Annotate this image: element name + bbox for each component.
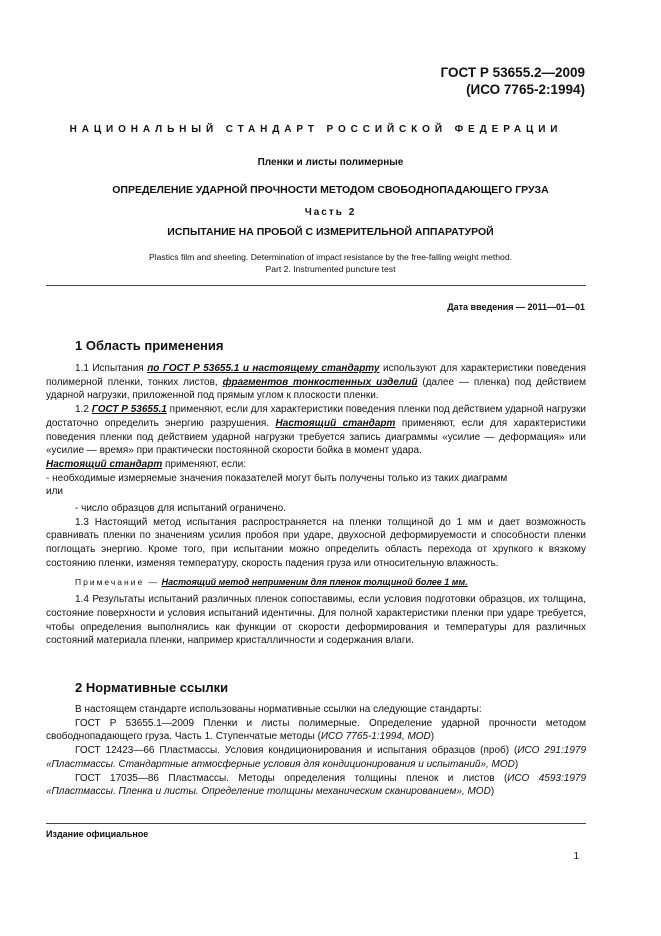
bullet-2: - число образцов для испытаний ограничено. bbox=[75, 503, 286, 515]
top-divider bbox=[46, 285, 586, 286]
film-sheets-heading: Пленки и листы полимерные bbox=[257, 157, 404, 168]
bottom-divider bbox=[46, 823, 586, 824]
reference-gost-53655-1: ГОСТ Р 53655.1—2009 Пленки и листы полимерные. Определение ударной прочности методом свободнопадающего груза. Часть 1. Ступенчатые методы (ИСО 7765-1:1994, MOD) bbox=[46, 717, 586, 743]
link-this-standard: Настоящий стандарт bbox=[275, 417, 396, 429]
section-1-body bbox=[46, 362, 586, 648]
iso-code: (ИСО 7765-2:1994) bbox=[466, 82, 585, 97]
english-title-line-2: Part 2. Instrumented puncture test bbox=[265, 263, 396, 274]
official-edition: Издание официальное bbox=[46, 829, 149, 839]
link-gost-and-this-standard: по ГОСТ Р 53655.1 и настоящему стандарту bbox=[147, 363, 380, 374]
link-gost-53655-1: ГОСТ Р 53655.1 bbox=[91, 404, 167, 416]
gost-code: ГОСТ Р 53655.2—2009 bbox=[440, 65, 585, 80]
note bbox=[46, 576, 586, 590]
english-title-line-1: Plastics film and sheeting. Determination of impact resistance by the free-falling weight method. bbox=[148, 252, 513, 262]
document-title: ОПРЕДЕЛЕНИЕ УДАРНОЙ ПРОЧНОСТИ МЕТОДОМ СВОБОДНОПАДАЮЩЕГО ГРУЗА bbox=[112, 184, 549, 196]
link-this-standard-2: Настоящий стандарт bbox=[46, 458, 163, 470]
english-title bbox=[0, 252, 661, 275]
references-intro: В настоящем стандарте использованы нормативные ссылки на следующие стандарты: bbox=[75, 704, 482, 715]
paragraph-1-1: 1.1 Испытания по ГОСТ Р 53655.1 и настоящему стандарту используют для характеристики поведения полимерной пленки, тонких листов, фрагментов тонкостенных изделий (далее — пленка) под действием ударной нагрузки, приложенной под прямым углом к плоскости пленки. bbox=[46, 363, 586, 402]
note-text: Настоящий метод неприменим для пленок толщиной более 1 мм. bbox=[161, 576, 468, 587]
reference-gost-12423: ГОСТ 12423—66 Пластмассы. Условия кондиционирования и испытания образцов (проб) (ИСО 291:1979 «Пластмассы. Стандартные атмосферные условия для кондиционирования и испытаний», MOD) bbox=[46, 745, 587, 770]
paragraph-1-3: 1.3 Настоящий метод испытания распространяется на пленки толщиной до 1 мм и дает возможность сравнивать пленки по значениям усилия пробоя при ударе, двухосной деформируемости и способности пленки поглощать энергию. Кроме того, при испытании можно определить область перехода от хрупкого к вязкому состоянию пленки, изменяя температуру, скорость падения груза или относительную влажность. bbox=[46, 516, 586, 569]
or-text: или bbox=[46, 486, 64, 498]
section-2-body bbox=[46, 703, 586, 799]
document-subtitle: ИСПЫТАНИЕ НА ПРОБОЙ С ИЗМЕРИТЕЛЬНОЙ АППАРАТУРОЙ bbox=[167, 226, 494, 238]
page-number: 1 bbox=[573, 851, 579, 862]
bullet-1: - необходимые измеряемые значения показателей могут быть получены только из таких диаграмм bbox=[46, 472, 508, 484]
gost-code-block bbox=[441, 64, 585, 98]
part-label: Часть 2 bbox=[304, 207, 357, 218]
paragraph-1-2: 1.2 ГОСТ Р 53655.1 применяют, если для характеристики поведения пленки под действием ударной нагрузки достаточно определить энергию разрушения. Настоящий стандарт применяют, если для характеристики поведения пленки под действием ударной нагрузки требуется запись диаграммы «усилие — деформация» или «усилие — время» при практически постоянной скорости бойка в момент удара. bbox=[46, 404, 586, 457]
paragraph-1-4: 1.4 Результаты испытаний различных пленок сопоставимы, если условия подготовки образцов, их толщина, состояние поверхности и условия испытаний идентичны. Для полной характеристики пленки при ударе требуется, чтобы определения выполнялись как функции от скорости деформирования и температуры для различных состояний материала пленки, например кристалличности и содержания влаги. bbox=[46, 594, 586, 647]
section-2-heading: 2 Нормативные ссылки bbox=[75, 680, 229, 695]
paragraph-applies-if: Настоящий стандарт применяют, если: bbox=[46, 458, 247, 470]
reference-gost-17035: ГОСТ 17035—86 Пластмассы. Методы определения толщины пленок и листов (ИСО 4593:1979 «Пластмассы. Пленка и листы. Определение толщины механическим сканированием», MOD) bbox=[46, 772, 586, 798]
link-thin-wall-fragments: фрагментов тонкостенных изделий bbox=[222, 376, 418, 388]
note-label: Примечание — bbox=[75, 576, 160, 587]
section-1-heading: 1 Область применения bbox=[75, 338, 224, 353]
national-standard-heading: НАЦИОНАЛЬНЫЙ СТАНДАРТ РОССИЙСКОЙ ФЕДЕРАЦИИ bbox=[69, 124, 563, 135]
introduction-date: Дата введения — 2011—01—01 bbox=[447, 302, 585, 312]
